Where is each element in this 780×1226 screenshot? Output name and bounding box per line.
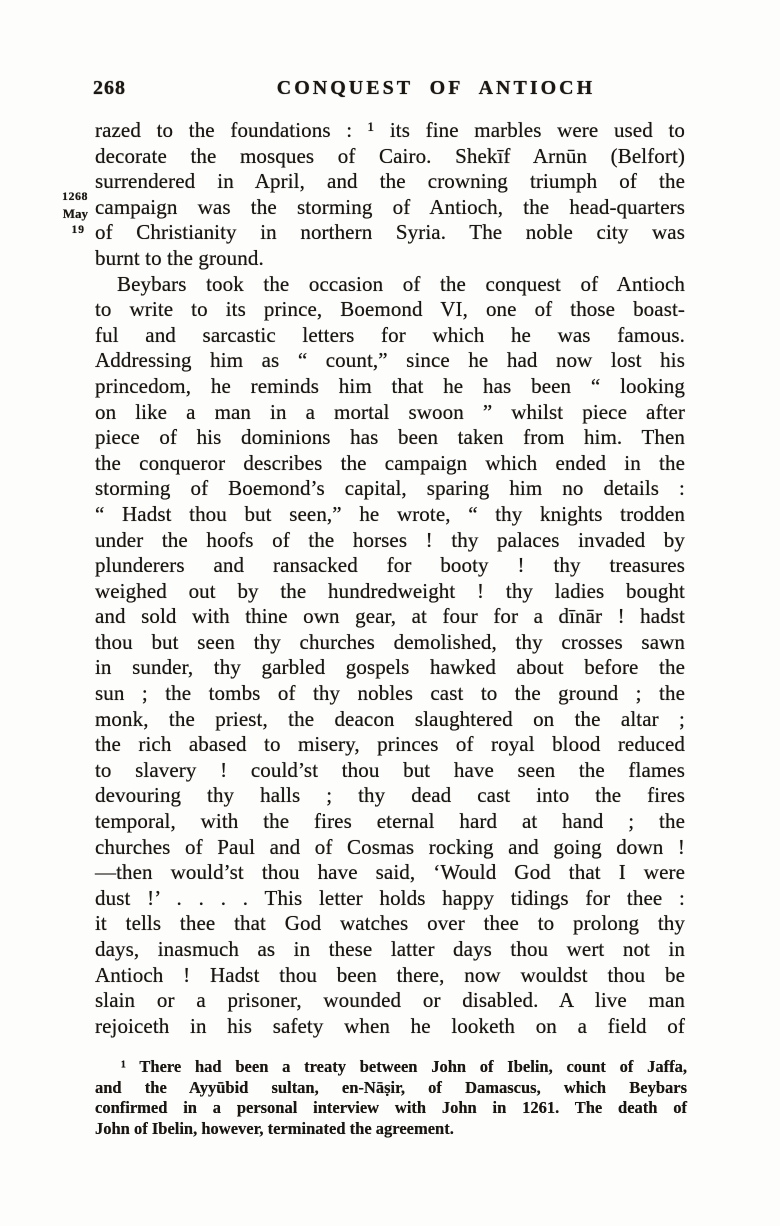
text-line: plunderers and ransacked for booty ! thy treasures	[95, 553, 685, 578]
text-line: weighed out by the hundredweight ! thy ladies bought	[95, 578, 685, 603]
text-line: to write to its prince, Boemond VI, one of those boast-	[95, 297, 685, 322]
text-line: days, inasmuch as in these latter days thou wert not in	[95, 937, 685, 961]
text-line: slain or a prisoner, wounded or disabled. A live man	[95, 988, 685, 1013]
margin-note-year: 1268	[62, 189, 88, 203]
text-line: and sold with thine own gear, at four for a dīnār ! hadst	[95, 604, 685, 629]
footnote-line: ¹ There had been a treaty between John of Ibelin, count of Jaffa,	[121, 1057, 687, 1076]
text-line: Beybars took the occasion of the conquest of Antioch	[117, 271, 685, 296]
text-line: under the hoofs of the horses ! thy palaces invaded by	[95, 527, 685, 552]
running-header-title: CONQUEST OF ANTIOCH	[276, 77, 596, 99]
text-line: razed to the foundations : ¹ its fine marbles were used to	[95, 118, 685, 142]
text-line: monk, the priest, the deacon slaughtered on the altar ;	[95, 706, 685, 731]
text-line: burnt to the ground.	[95, 245, 264, 270]
margin-date-note	[24, 188, 88, 239]
text-line: sun ; the tombs of thy nobles cast to the ground ; the	[95, 681, 685, 706]
text-line: devouring thy halls ; thy dead cast into the fires	[95, 783, 685, 808]
text-line: storming of Boemond’s capital, sparing him no details :	[95, 476, 685, 501]
text-line: it tells thee that God watches over thee to prolong thy	[95, 911, 685, 936]
text-line: churches of Paul and of Cosmas rocking and going down !	[95, 834, 685, 859]
text-line: on like a man in a mortal swoon ” whilst piece after	[95, 399, 685, 424]
text-line: of Christianity in northern Syria. The noble city was	[95, 220, 685, 245]
text-line: Addressing him as “ count,” since he had now lost his	[95, 348, 685, 373]
text-line: thou but seen thy churches demolished, thy crosses sawn	[95, 629, 685, 654]
text-line: dust !’ . . . . This letter holds happy tidings for thee :	[95, 885, 685, 910]
footnote-line: John of Ibelin, however, terminated the agreement.	[95, 1118, 454, 1138]
margin-note-month: May	[62, 206, 88, 221]
text-line: the conqueror describes the campaign which ended in the	[95, 450, 685, 475]
page-number: 268	[93, 77, 126, 99]
text-line: —then would’st thou have said, ‘Would God that I were	[95, 860, 685, 885]
text-line: in sunder, thy garbled gospels hawked about before the	[95, 655, 685, 680]
footnote-line: and the Ayyūbid sultan, en-Nāṣir, of Damascus, which Beybars	[95, 1077, 687, 1097]
body-text-block	[95, 118, 685, 1039]
text-line: rejoiceth in his safety when he looketh on a field of	[95, 1013, 685, 1038]
text-line: to slavery ! could’st thou but have seen the flames	[95, 757, 685, 782]
text-line: “ Hadst thou but seen,” he wrote, “ thy knights trodden	[95, 501, 685, 526]
margin-note-day: 19	[71, 224, 85, 236]
text-line: decorate the mosques of Cairo. Shekīf Arnūn (Belfort)	[95, 143, 685, 168]
footnote-line: confirmed in a personal interview with John in 1261. The death of	[95, 1098, 687, 1117]
text-line: the rich abased to misery, princes of royal blood reduced	[95, 732, 685, 757]
footnote-block	[95, 1057, 687, 1139]
text-line: piece of his dominions has been taken from him. Then	[95, 425, 685, 450]
text-line: campaign was the storming of Antioch, the head-quarters	[95, 194, 685, 219]
text-line: surrendered in April, and the crowning triumph of the	[95, 169, 685, 194]
text-line: temporal, with the fires eternal hard at hand ; the	[95, 809, 685, 834]
text-line: princedom, he reminds him that he has been “ looking	[95, 373, 685, 398]
text-line: ful and sarcastic letters for which he was famous.	[95, 322, 685, 347]
text-line: Antioch ! Hadst thou been there, now wouldst thou be	[95, 962, 685, 987]
